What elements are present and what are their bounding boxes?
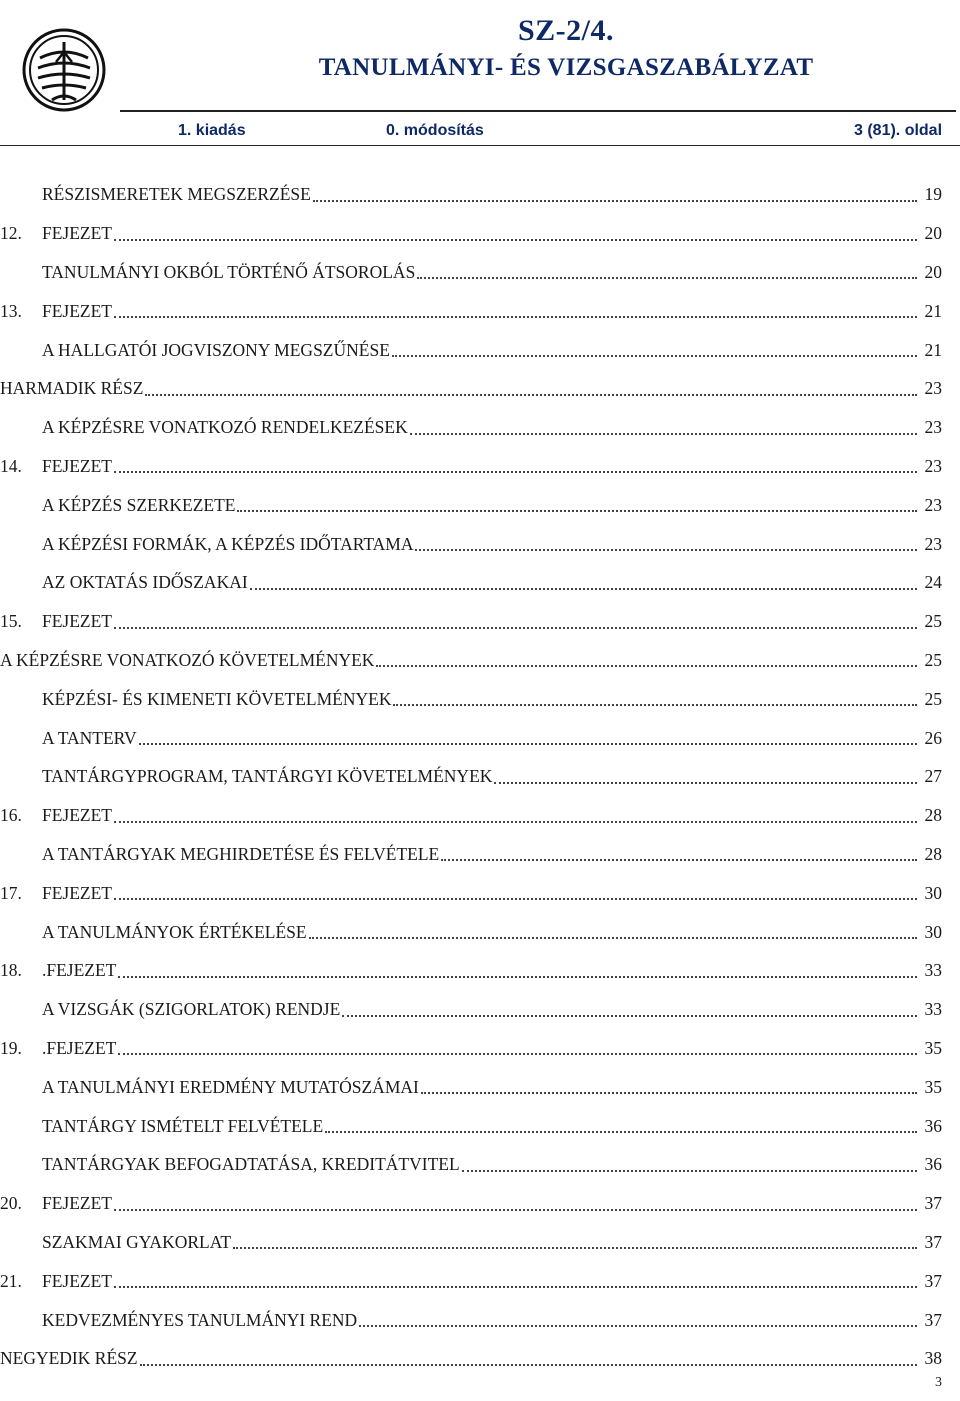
toc-leader-dots: [359, 1324, 917, 1327]
toc-leader-dots: [114, 1285, 917, 1288]
toc-leader-dots: [114, 315, 917, 318]
toc-leader-dots: [309, 936, 917, 939]
toc-entry-page: 21: [924, 339, 942, 360]
toc-entry[interactable]: [0, 796, 942, 835]
toc-entry-page: 23: [924, 533, 942, 554]
toc-entry-title: FEJEZET: [42, 1193, 112, 1214]
toc-entry-page: 36: [924, 1154, 942, 1175]
toc-entry[interactable]: [0, 835, 942, 874]
modification-label: 0. módosítás: [386, 122, 484, 139]
toc-leader-dots: [118, 975, 917, 978]
toc-entry[interactable]: [0, 485, 942, 524]
toc-entry-page: 23: [924, 494, 942, 515]
toc-entry-title: TANULMÁNYI OKBÓL TÖRTÉNŐ ÁTSOROLÁS: [42, 261, 416, 282]
toc-entry[interactable]: [0, 602, 942, 641]
toc-entry-number: 13.: [0, 300, 22, 321]
toc-entry-title: A KÉPZÉS SZERKEZETE: [42, 494, 236, 515]
document-title: TANULMÁNYI- ÉS VIZSGASZABÁLYZAT: [318, 54, 814, 81]
toc-leader-dots: [421, 1091, 917, 1094]
toc-entry-number: 19.: [0, 1037, 22, 1058]
toc-entry-title: NEGYEDIK RÉSZ: [0, 1348, 138, 1369]
page-header: [0, 0, 960, 150]
toc-leader-dots: [140, 1363, 917, 1366]
toc-leader-dots: [145, 393, 917, 396]
toc-entry-title: A TANTÁRGYAK MEGHIRDETÉSE ÉS FELVÉTELE: [42, 843, 440, 864]
toc-leader-dots: [415, 548, 917, 551]
toc-leader-dots: [417, 276, 917, 279]
toc-entry-page: 28: [924, 805, 942, 826]
toc-entry-title: RÉSZISMERETEK MEGSZERZÉSE: [42, 184, 311, 205]
toc-entry-title: .FEJEZET: [42, 960, 117, 981]
toc-entry-page: 35: [924, 1076, 942, 1097]
toc-entry-title: TANTÁRGYPROGRAM, TANTÁRGYI KÖVETELMÉNYEK: [42, 766, 493, 787]
toc-entry-page: 26: [924, 727, 942, 748]
toc-entry[interactable]: [0, 1029, 942, 1068]
toc-entry-number: 18.: [0, 960, 22, 981]
toc-entry-title: HARMADIK RÉSZ: [0, 378, 144, 399]
toc-leader-dots: [114, 1208, 917, 1211]
toc-entry-title: AZ OKTATÁS IDŐSZAKAI: [42, 572, 248, 593]
toc-entry-title: TANTÁRGY ISMÉTELT FELVÉTELE: [42, 1115, 324, 1136]
toc-entry-title: A HALLGATÓI JOGVISZONY MEGSZŰNÉSE: [42, 339, 390, 360]
toc-entry-page: 21: [924, 300, 942, 321]
toc-leader-dots: [441, 858, 917, 861]
toc-entry[interactable]: [0, 1300, 942, 1339]
toc-entry[interactable]: [0, 408, 942, 447]
toc-entry-title: A KÉPZÉSRE VONATKOZÓ RENDELKEZÉSEK: [42, 417, 408, 438]
toc-entry-number: 12.: [0, 223, 22, 244]
footer-page-number: 3: [935, 1375, 942, 1390]
header-meta-row: [0, 120, 960, 144]
toc-entry[interactable]: [0, 718, 942, 757]
toc-entry-title: A TANULMÁNYOK ÉRTÉKELÉSE: [42, 921, 307, 942]
toc-entry-title: .FEJEZET: [42, 1037, 117, 1058]
toc-entry[interactable]: [0, 990, 942, 1029]
toc-entry-page: 37: [924, 1193, 942, 1214]
toc-entry-page: 23: [924, 378, 942, 399]
toc-entry[interactable]: [0, 679, 942, 718]
toc-entry-number: 16.: [0, 805, 22, 826]
toc-entry-title: TANTÁRGYAK BEFOGADTATÁSA, KREDITÁTVITEL: [42, 1154, 460, 1175]
toc-entry-page: 33: [924, 999, 942, 1020]
toc-leader-dots: [462, 1169, 917, 1172]
toc-entry[interactable]: [0, 369, 942, 408]
toc-entry-page: 27: [924, 766, 942, 787]
toc-leader-dots: [233, 1246, 917, 1249]
table-of-contents: [0, 175, 942, 1378]
toc-entry-page: 37: [924, 1231, 942, 1252]
toc-entry[interactable]: [0, 563, 942, 602]
toc-entry-page: 25: [924, 649, 942, 670]
toc-entry[interactable]: [0, 912, 942, 951]
toc-leader-dots: [376, 664, 917, 667]
toc-entry[interactable]: [0, 1184, 942, 1223]
toc-entry[interactable]: [0, 175, 942, 214]
toc-entry-number: 17.: [0, 882, 22, 903]
edition-label: 1. kiadás: [178, 122, 246, 139]
meta-divider: [0, 145, 960, 146]
toc-leader-dots: [139, 742, 917, 745]
toc-entry-title: FEJEZET: [42, 300, 112, 321]
toc-entry-page: 30: [924, 921, 942, 942]
toc-entry-title: FEJEZET: [42, 1270, 112, 1291]
toc-leader-dots: [118, 1052, 917, 1055]
toc-entry-page: 36: [924, 1115, 942, 1136]
toc-entry-page: 20: [924, 223, 942, 244]
toc-leader-dots: [114, 897, 917, 900]
toc-entry-page: 19: [924, 184, 942, 205]
toc-entry-title: KÉPZÉSI- ÉS KIMENETI KÖVETELMÉNYEK: [42, 688, 392, 709]
toc-entry-title: FEJEZET: [42, 805, 112, 826]
university-seal-logo: [22, 28, 106, 112]
header-divider: [120, 110, 956, 112]
toc-entry-page: 37: [924, 1309, 942, 1330]
toc-entry-title: A TANULMÁNYI EREDMÉNY MUTATÓSZÁMAI: [42, 1076, 419, 1097]
toc-entry[interactable]: [0, 1067, 942, 1106]
toc-entry-page: 25: [924, 611, 942, 632]
toc-entry-title: KEDVEZMÉNYES TANULMÁNYI REND: [42, 1309, 358, 1330]
toc-entry[interactable]: [0, 951, 942, 990]
toc-leader-dots: [114, 626, 917, 629]
toc-leader-dots: [313, 199, 917, 202]
toc-leader-dots: [393, 703, 917, 706]
toc-entry[interactable]: [0, 1339, 942, 1378]
toc-entry-title: FEJEZET: [42, 223, 112, 244]
toc-entry-page: 23: [924, 455, 942, 476]
toc-entry[interactable]: [0, 1223, 942, 1262]
toc-entry-title: FEJEZET: [42, 611, 112, 632]
toc-entry-number: 14.: [0, 455, 22, 476]
toc-entry-number: 15.: [0, 611, 22, 632]
toc-leader-dots: [114, 820, 917, 823]
toc-entry[interactable]: [0, 291, 942, 330]
toc-entry-title: A VIZSGÁK (SZIGORLATOK) RENDJE: [42, 999, 341, 1020]
toc-leader-dots: [250, 587, 917, 590]
toc-entry[interactable]: [0, 1261, 942, 1300]
toc-entry-page: 23: [924, 417, 942, 438]
toc-entry[interactable]: [0, 330, 942, 369]
toc-entry-title: FEJEZET: [42, 882, 112, 903]
toc-leader-dots: [237, 509, 917, 512]
toc-entry-title: A KÉPZÉSRE VONATKOZÓ KÖVETELMÉNYEK: [0, 649, 375, 670]
toc-leader-dots: [392, 354, 917, 357]
toc-entry[interactable]: [0, 757, 942, 796]
toc-entry-page: 35: [924, 1037, 942, 1058]
toc-entry[interactable]: [0, 524, 942, 563]
toc-entry-page: 24: [924, 572, 942, 593]
toc-entry-page: 20: [924, 261, 942, 282]
toc-entry-number: 21.: [0, 1270, 22, 1291]
toc-leader-dots: [494, 781, 917, 784]
toc-entry[interactable]: [0, 214, 942, 253]
toc-entry-page: 28: [924, 843, 942, 864]
toc-leader-dots: [114, 238, 917, 241]
toc-entry[interactable]: [0, 641, 942, 680]
toc-leader-dots: [114, 470, 917, 473]
toc-entry[interactable]: [0, 1145, 942, 1184]
toc-entry[interactable]: [0, 873, 942, 912]
toc-entry-title: FEJEZET: [42, 455, 112, 476]
toc-entry[interactable]: [0, 1106, 942, 1145]
toc-entry-page: 25: [924, 688, 942, 709]
toc-entry[interactable]: [0, 447, 942, 486]
page-info-label: 3 (81). oldal: [854, 122, 943, 139]
toc-entry[interactable]: [0, 253, 942, 292]
toc-entry-page: 38: [924, 1348, 942, 1369]
toc-entry-title: SZAKMAI GYAKORLAT: [42, 1231, 232, 1252]
toc-leader-dots: [325, 1130, 917, 1133]
toc-entry-number: 20.: [0, 1193, 22, 1214]
toc-entry-page: 37: [924, 1270, 942, 1291]
toc-entry-title: A TANTERV: [42, 727, 137, 748]
document-code: SZ-2/4.: [517, 14, 615, 47]
toc-leader-dots: [342, 1014, 917, 1017]
toc-entry-page: 33: [924, 960, 942, 981]
toc-entry-page: 30: [924, 882, 942, 903]
toc-entry-title: A KÉPZÉSI FORMÁK, A KÉPZÉS IDŐTARTAMA: [42, 533, 414, 554]
toc-leader-dots: [410, 432, 917, 435]
